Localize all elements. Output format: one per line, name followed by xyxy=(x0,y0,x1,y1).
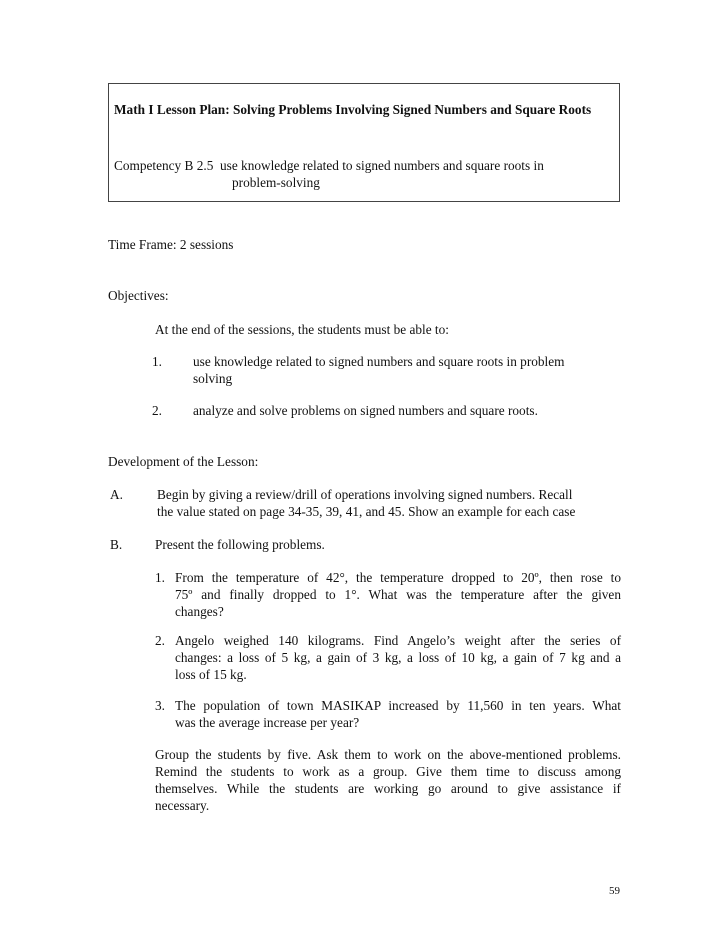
section-a-line2: the value stated on page 34-35, 39, 41, and 45. Show an example for each case xyxy=(157,504,576,519)
problem-1-text xyxy=(175,569,621,620)
objective-1-line1: use knowledge related to signed numbers and square roots in problem xyxy=(193,354,565,369)
competency-line2: problem-solving xyxy=(232,175,320,190)
problem-3-text xyxy=(175,697,621,731)
problem-3-line2: was the average increase per year? xyxy=(175,715,360,730)
problem-2-number: 2. xyxy=(155,633,165,648)
problem-1-line2: 75º and finally dropped to 1°. What was the temperature after the given xyxy=(175,587,621,602)
problem-1-line3: changes? xyxy=(175,604,224,619)
competency xyxy=(114,157,616,191)
problem-2-line3: loss of 15 kg. xyxy=(175,667,247,682)
page-number: 59 xyxy=(609,885,620,897)
development-heading: Development of the Lesson: xyxy=(108,454,259,469)
group-line1: Group the students by five. Ask them to work on the above-mentioned problems. xyxy=(155,747,621,762)
problem-1-number: 1. xyxy=(155,570,165,585)
section-b-intro: Present the following problems. xyxy=(155,537,325,552)
lesson-title: Math I Lesson Plan: Solving Problems Involving Signed Numbers and Square Roots xyxy=(114,102,592,117)
objective-2-line1: analyze and solve problems on signed numbers and square roots. xyxy=(193,403,538,418)
lesson-header-box xyxy=(108,83,620,202)
problem-3-line1: The population of town MASIKAP increased by 11,560 in ten years. What xyxy=(175,698,621,713)
group-line2: Remind the students to work as a group. Give them time to discuss among xyxy=(155,764,621,779)
group-line3: themselves. While the students are working go around to give assistance if xyxy=(155,781,621,796)
competency-label: Competency B 2.5 xyxy=(114,158,214,173)
time-frame: Time Frame: 2 sessions xyxy=(108,237,234,252)
section-a-label: A. xyxy=(110,487,123,502)
objectives-heading: Objectives: xyxy=(108,288,169,303)
problem-1-line1: From the temperature of 42°, the temperature dropped to 20º, then rose to xyxy=(175,570,621,585)
objective-1-line2: solving xyxy=(193,371,233,386)
section-a-line1: Begin by giving a review/drill of operations involving signed numbers. Recall xyxy=(157,487,573,502)
problem-2-text xyxy=(175,632,621,683)
objective-1-number: 1. xyxy=(152,354,162,369)
problem-3-number: 3. xyxy=(155,698,165,713)
competency-line1: use knowledge related to signed numbers and square roots in xyxy=(220,158,544,173)
objectives-intro: At the end of the sessions, the students must be able to: xyxy=(155,322,449,337)
group-line4: necessary. xyxy=(155,798,210,813)
problem-2-line2: changes: a loss of 5 kg, a gain of 3 kg, a loss of 10 kg, a gain of 7 kg and a xyxy=(175,650,621,665)
objective-2-number: 2. xyxy=(152,403,162,418)
problem-2-line1: Angelo weighed 140 kilograms. Find Angelo’s weight after the series of xyxy=(175,633,621,648)
group-instructions xyxy=(155,746,621,814)
section-b-label: B. xyxy=(110,537,123,552)
